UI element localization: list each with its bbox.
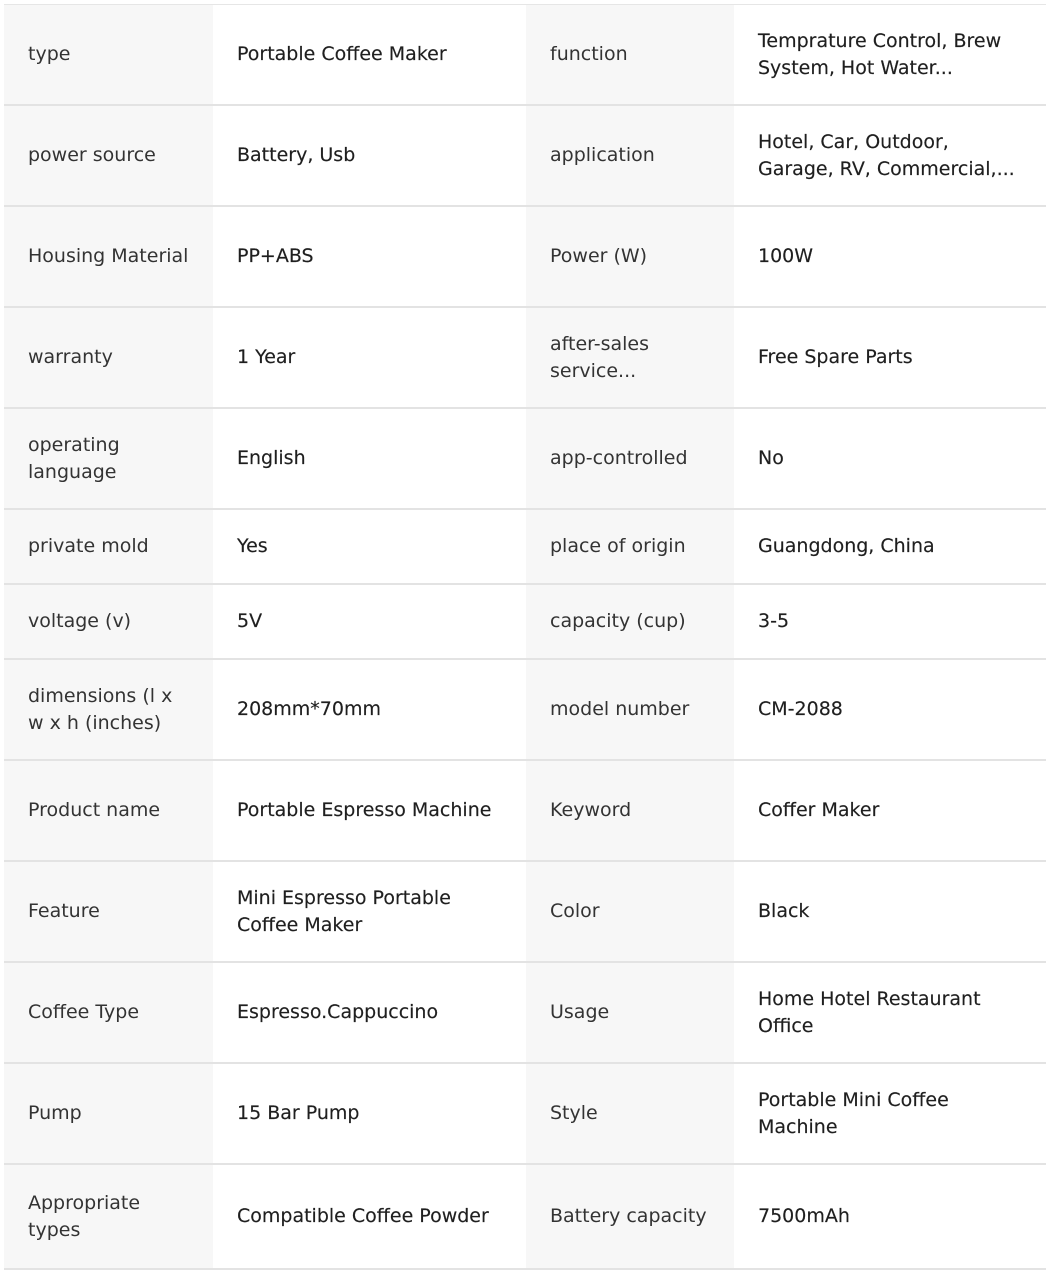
spec-label-text: Style — [550, 1102, 598, 1124]
spec-value — [213, 1063, 526, 1164]
spec-label — [4, 659, 213, 760]
spec-label-text: Battery capacity — [550, 1205, 707, 1227]
spec-label-text: Product name — [28, 799, 161, 821]
table-row — [4, 760, 1046, 861]
spec-value — [213, 760, 526, 861]
spec-label — [4, 509, 213, 584]
spec-value-text: Hotel, Car, Outdoor, Garage, RV, Commercial,... — [758, 130, 1015, 180]
spec-label — [4, 105, 213, 206]
spec-value — [213, 5, 526, 105]
spec-value — [734, 861, 1046, 962]
spec-label-text: Usage — [550, 1001, 610, 1023]
table-row — [4, 861, 1046, 962]
spec-value — [734, 5, 1046, 105]
spec-label — [4, 307, 213, 408]
spec-value-text: Battery, Usb — [237, 144, 356, 166]
spec-label-text: Coffee Type — [28, 1001, 140, 1023]
spec-label-text: model number — [550, 698, 690, 720]
spec-label-text: Feature — [28, 900, 100, 922]
spec-label-text: voltage (v) — [28, 610, 132, 632]
spec-label — [526, 1063, 734, 1164]
table-row — [4, 1164, 1046, 1269]
spec-value — [734, 1164, 1046, 1269]
spec-value — [734, 962, 1046, 1063]
spec-value-text: Free Spare Parts — [758, 346, 913, 368]
spec-label — [526, 206, 734, 307]
spec-value — [734, 584, 1046, 659]
spec-value — [213, 1164, 526, 1269]
spec-label-text: operating language — [28, 433, 120, 483]
spec-value-text: 1 Year — [237, 346, 296, 368]
spec-label-text: Color — [550, 900, 600, 922]
spec-value-text: Coffer Maker — [758, 799, 880, 821]
spec-value-text: No — [758, 447, 784, 469]
spec-value — [213, 206, 526, 307]
spec-value-text: Portable Mini Coffee Machine — [758, 1088, 949, 1138]
spec-label — [4, 206, 213, 307]
spec-label — [526, 962, 734, 1063]
spec-value-text: Temprature Control, Brew System, Hot Water... — [758, 29, 1002, 79]
spec-label-text: Appropriate types — [28, 1191, 141, 1241]
spec-value — [213, 962, 526, 1063]
spec-value — [734, 105, 1046, 206]
spec-value-text: Guangdong, China — [758, 535, 935, 557]
table-row — [4, 1063, 1046, 1164]
spec-label-text: application — [550, 144, 655, 166]
spec-table-container — [4, 4, 1046, 1271]
spec-value-text: 3-5 — [758, 610, 790, 632]
spec-label — [526, 584, 734, 659]
spec-label-text: place of origin — [550, 535, 686, 557]
spec-value-text: Espresso.Cappuccino — [237, 1001, 439, 1023]
spec-value — [213, 408, 526, 509]
spec-label-text: capacity (cup) — [550, 610, 686, 632]
spec-value-text: Mini Espresso Portable Coffee Maker — [237, 886, 451, 936]
table-row — [4, 659, 1046, 760]
spec-label-text: type — [28, 43, 71, 65]
spec-label — [526, 408, 734, 509]
spec-label-text: function — [550, 43, 628, 65]
spec-value-text: English — [237, 447, 306, 469]
spec-table — [4, 5, 1046, 1270]
spec-value — [734, 408, 1046, 509]
spec-label-text: power source — [28, 144, 156, 166]
spec-value — [213, 105, 526, 206]
spec-value-text: Black — [758, 900, 810, 922]
spec-label — [4, 861, 213, 962]
spec-value-text: Portable Espresso Machine — [237, 799, 492, 821]
spec-label-text: after-sales service... — [550, 332, 649, 382]
spec-label — [526, 1164, 734, 1269]
spec-label-text: app-controlled — [550, 447, 688, 469]
spec-value — [213, 307, 526, 408]
table-row — [4, 509, 1046, 584]
spec-label — [526, 105, 734, 206]
spec-value — [213, 659, 526, 760]
spec-value-text: Portable Coffee Maker — [237, 43, 447, 65]
spec-value-text: 100W — [758, 245, 814, 267]
spec-value — [734, 307, 1046, 408]
spec-value-text: 7500mAh — [758, 1205, 850, 1227]
spec-value-text: Home Hotel Restaurant Office — [758, 987, 981, 1037]
table-row — [4, 408, 1046, 509]
spec-label — [4, 584, 213, 659]
spec-value — [734, 1063, 1046, 1164]
spec-label — [526, 659, 734, 760]
table-row — [4, 307, 1046, 408]
table-row — [4, 105, 1046, 206]
spec-label-text: Pump — [28, 1102, 82, 1124]
spec-value — [734, 659, 1046, 760]
spec-label-text: private mold — [28, 535, 149, 557]
spec-label — [526, 5, 734, 105]
spec-value — [213, 584, 526, 659]
spec-label-text: Power (W) — [550, 245, 648, 267]
spec-value-text: 208mm*70mm — [237, 698, 381, 720]
spec-value-text: Compatible Coffee Powder — [237, 1205, 489, 1227]
spec-label — [4, 1164, 213, 1269]
spec-value-text: CM-2088 — [758, 698, 843, 720]
spec-value — [734, 760, 1046, 861]
spec-label-text: dimensions (l x w x h (inches) — [28, 684, 173, 734]
spec-value-text: PP+ABS — [237, 245, 314, 267]
spec-value-text: 5V — [237, 610, 263, 632]
spec-label — [526, 760, 734, 861]
spec-label-text: Housing Material — [28, 245, 189, 267]
spec-label — [526, 509, 734, 584]
spec-value — [734, 206, 1046, 307]
table-row — [4, 5, 1046, 105]
spec-value-text: Yes — [237, 535, 268, 557]
table-row — [4, 584, 1046, 659]
spec-label — [526, 861, 734, 962]
spec-label — [4, 5, 213, 105]
table-row — [4, 962, 1046, 1063]
spec-label-text: warranty — [28, 346, 113, 368]
spec-value — [734, 509, 1046, 584]
spec-label — [4, 408, 213, 509]
spec-label — [4, 760, 213, 861]
spec-value — [213, 509, 526, 584]
table-row — [4, 206, 1046, 307]
spec-label — [4, 1063, 213, 1164]
spec-label — [4, 962, 213, 1063]
spec-value-text: 15 Bar Pump — [237, 1102, 360, 1124]
spec-label-text: Keyword — [550, 799, 632, 821]
spec-label — [526, 307, 734, 408]
spec-value — [213, 861, 526, 962]
